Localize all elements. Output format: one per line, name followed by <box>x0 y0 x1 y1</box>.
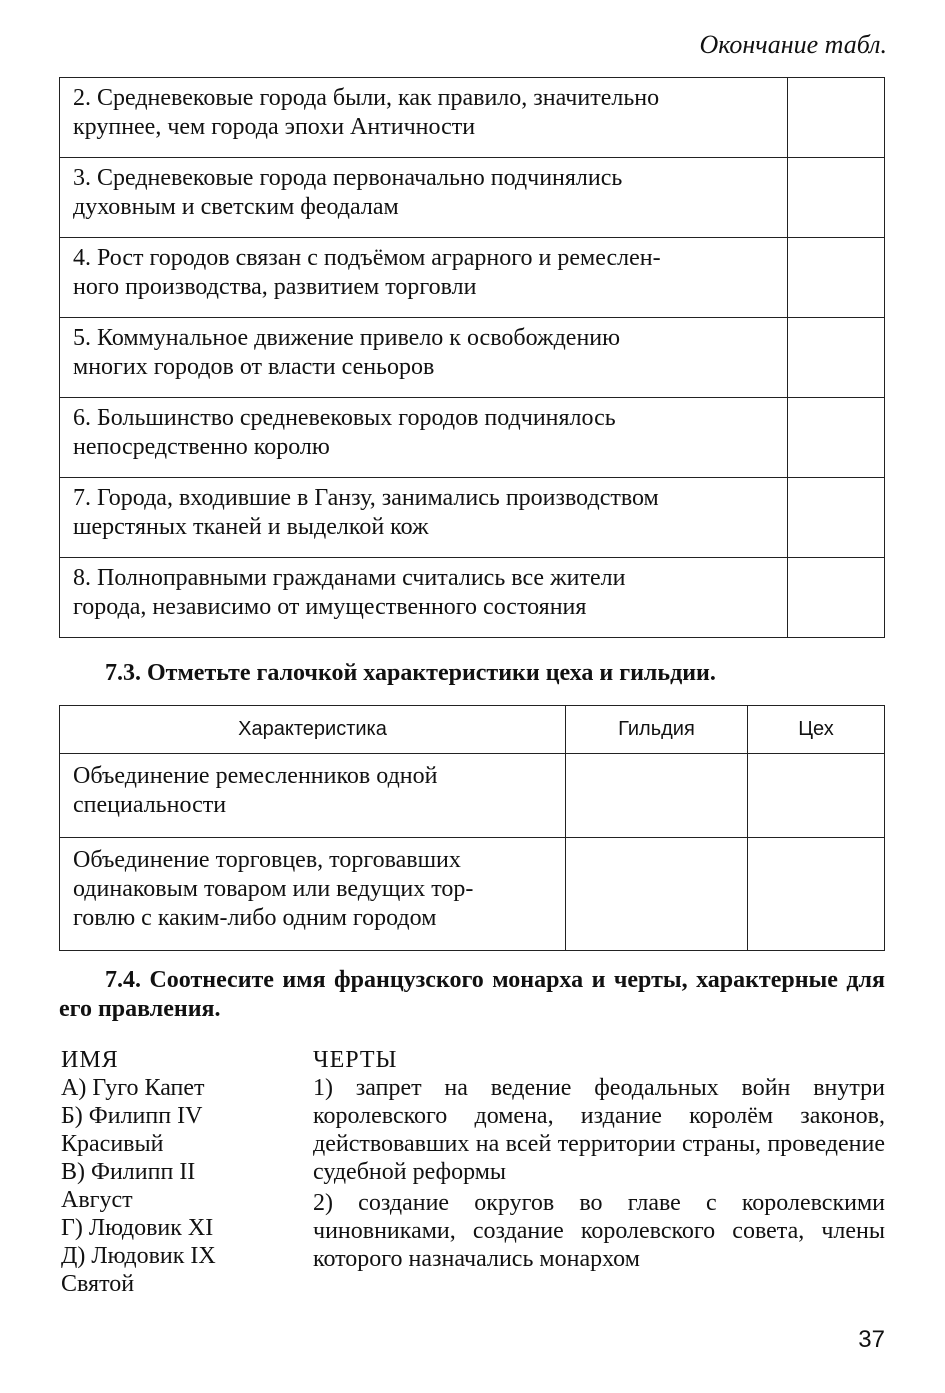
table-row <box>60 398 885 478</box>
answer-cell[interactable] <box>788 318 885 398</box>
statement-cell: 3. Средневековые города первоначально подчинялись духовным и светским феодалам <box>60 158 788 238</box>
characteristic-cell: Объединение ремесленников одной специальности <box>60 754 566 838</box>
statement-cell: 7. Города, входившие в Ганзу, занимались производством шерстяных тканей и выделкой кож <box>60 478 788 558</box>
answer-cell[interactable] <box>788 398 885 478</box>
name-item: Святой <box>61 1271 135 1297</box>
table-row <box>60 238 885 318</box>
name-item: Красивый <box>61 1131 164 1157</box>
task-7-4-title: 7.4. Соотнесите имя французского монарха и черты, характерные для его правления. <box>59 967 885 1022</box>
statement-cell: 6. Большинство средневековых городов подчинялось непосредственно королю <box>60 398 788 478</box>
table-row <box>60 754 885 838</box>
characteristic-cell: Объединение торговцев, торговавших одинаковым товаром или ведущих тор- говлю с каким-либо одним городом <box>60 838 566 951</box>
trait-item: 2) создание округов во главе с королевскими чиновниками, создание королевского совета, члены которого назначались монархом <box>313 1190 885 1272</box>
traits-header: ЧЕРТЫ <box>313 1047 398 1073</box>
answer-cell[interactable] <box>788 558 885 638</box>
table-row <box>60 838 885 951</box>
answer-cell[interactable] <box>788 78 885 158</box>
task-7-3-title: 7.3. Отметьте галочкой характеристики цеха и гильдии. <box>105 660 716 686</box>
answer-cell[interactable] <box>788 238 885 318</box>
names-header: ИМЯ <box>61 1047 119 1073</box>
name-item: А) Гуго Капет <box>61 1075 205 1101</box>
statement-cell: 4. Рост городов связан с подъёмом аграрного и ремеслен- ного производства, развитием торговли <box>60 238 788 318</box>
answer-cell[interactable] <box>788 478 885 558</box>
table-row <box>60 318 885 398</box>
table-row <box>60 558 885 638</box>
header-characteristic: Характеристика <box>60 706 566 754</box>
names-column <box>61 1046 281 1298</box>
guild-check-cell[interactable] <box>566 754 748 838</box>
table-row <box>60 478 885 558</box>
statements-table <box>59 77 885 638</box>
name-item: Д) Людовик IX <box>61 1243 216 1269</box>
statement-cell: 2. Средневековые города были, как правило, значительно крупнее, чем города эпохи Античности <box>60 78 788 158</box>
answer-cell[interactable] <box>788 158 885 238</box>
name-item: В) Филипп II <box>61 1159 196 1185</box>
guild-workshop-table <box>59 705 885 951</box>
table-header-row <box>60 706 885 754</box>
page-number: 37 <box>858 1326 885 1353</box>
workshop-check-cell[interactable] <box>748 838 885 951</box>
statement-cell: 8. Полноправными гражданами считались все жители города, независимо от имущественного состояния <box>60 558 788 638</box>
header-guild: Гильдия <box>566 706 748 754</box>
header-workshop: Цех <box>748 706 885 754</box>
table-row <box>60 158 885 238</box>
statement-cell: 5. Коммунальное движение привело к освобождению многих городов от власти сеньоров <box>60 318 788 398</box>
trait-item: 1) запрет на ведение феодальных войн внутри королевского домена, издание королём законов, действовавших на всей территории страны, проведение судебной реформы <box>313 1075 885 1185</box>
table-row <box>60 78 885 158</box>
workshop-check-cell[interactable] <box>748 754 885 838</box>
guild-check-cell[interactable] <box>566 838 748 951</box>
traits-column <box>313 1046 885 1276</box>
continuation-label: Окончание табл. <box>699 30 887 59</box>
name-item: Август <box>61 1187 133 1213</box>
name-item: Г) Людовик XI <box>61 1215 214 1241</box>
name-item: Б) Филипп IV <box>61 1103 203 1129</box>
